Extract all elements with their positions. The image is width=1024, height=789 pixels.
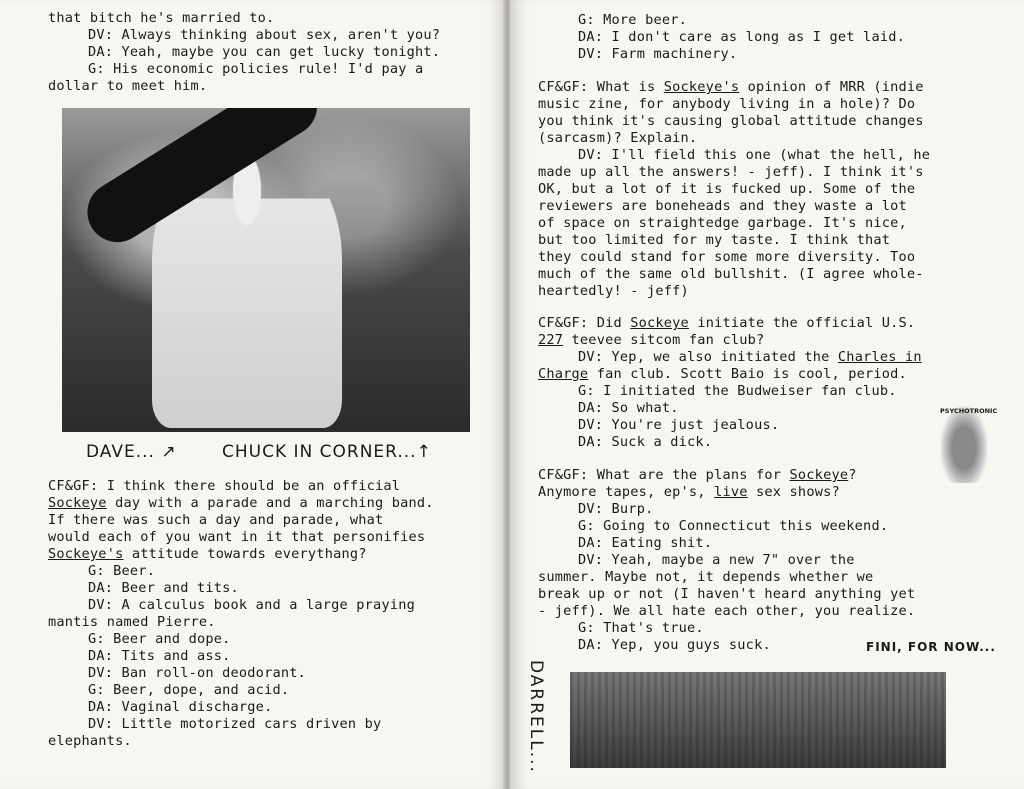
text-line: DV: Ban roll-on deodorant. bbox=[88, 665, 306, 681]
text-line: G: His economic policies rule! I'd pay a bbox=[88, 61, 424, 77]
text-line: summer. Maybe not, it depends whether we bbox=[538, 569, 874, 585]
band-photo bbox=[62, 108, 470, 432]
left-interview-text bbox=[48, 478, 434, 750]
text-line: DV: Yeah, maybe a new 7" over the bbox=[578, 552, 855, 568]
text-line: CF&GF: What is Sockeye's opinion of MRR (indie bbox=[538, 79, 924, 95]
text-line: DV: Burp. bbox=[578, 501, 654, 517]
underlined-term: Sockeye's bbox=[48, 546, 124, 562]
caption-chuck: CHUCK IN CORNER...↑ bbox=[222, 442, 432, 462]
underlined-term: Sockeye bbox=[630, 315, 689, 331]
text-line: 227 teevee sitcom fan club? bbox=[538, 332, 765, 348]
text-line: DA: So what. bbox=[578, 400, 679, 416]
text-line: DV: Farm machinery. bbox=[578, 46, 738, 62]
stamp-label: PSYCHOTRONIC bbox=[940, 407, 998, 415]
caption-dave: DAVE... ↗ bbox=[86, 442, 177, 462]
text-line: much of the same old bullshit. (I agree whole- bbox=[538, 266, 924, 282]
right-text-block-d bbox=[538, 467, 915, 654]
underlined-term: Sockeye's bbox=[663, 79, 740, 95]
text-line: DV: I'll field this one (what the hell, he bbox=[578, 147, 931, 163]
underlined-term: Sockeye bbox=[789, 467, 849, 483]
underlined-term: Charge bbox=[538, 366, 589, 382]
text-line: G: That's true. bbox=[578, 620, 704, 636]
underlined-term: Sockeye bbox=[48, 495, 107, 511]
text-line: reviewers are boneheads and they waste a lot bbox=[538, 198, 907, 214]
right-text-block-b bbox=[538, 79, 930, 300]
text-line: that bitch he's married to. bbox=[48, 10, 275, 26]
psychotronic-stamp bbox=[940, 405, 998, 483]
text-line: dollar to meet him. bbox=[48, 78, 208, 94]
text-line: DA: I don't care as long as I get laid. bbox=[578, 29, 905, 45]
text-line: - jeff). We all hate each other, you realize. bbox=[538, 603, 916, 619]
underlined-term: Charles in bbox=[837, 349, 922, 365]
darrell-caption: DARRELL... bbox=[526, 660, 546, 774]
text-line: they could stand for some more diversity. Too bbox=[538, 249, 916, 265]
text-line: If there was such a day and parade, what bbox=[48, 512, 384, 528]
text-line: Sockeye day with a parade and a marching band. bbox=[48, 495, 434, 511]
text-line: G: Beer, dope, and acid. bbox=[88, 682, 290, 698]
text-line: DV: Little motorized cars driven by bbox=[88, 716, 382, 732]
left-top-text bbox=[48, 10, 440, 95]
text-line: G: Beer and dope. bbox=[88, 631, 231, 647]
right-text-block-c bbox=[538, 315, 922, 451]
text-line: DA: Vaginal discharge. bbox=[88, 699, 273, 715]
text-line: Charge fan club. Scott Baio is cool, period. bbox=[538, 366, 907, 382]
text-line: DA: Tits and ass. bbox=[88, 648, 231, 664]
text-line: music zine, for anybody living in a hole)? Do bbox=[538, 96, 916, 112]
text-line: but too limited for my taste. I think that bbox=[538, 232, 891, 248]
fini-note: FINI, FOR NOW... bbox=[866, 640, 996, 654]
text-line: DA: Eating shit. bbox=[578, 535, 713, 551]
right-text-block-a bbox=[538, 12, 905, 63]
text-line: DA: Suck a dick. bbox=[578, 434, 713, 450]
underlined-term: 227 bbox=[538, 332, 564, 348]
text-line: DV: Always thinking about sex, aren't you? bbox=[88, 27, 441, 43]
text-line: DV: A calculus book and a large praying bbox=[88, 597, 415, 613]
text-line: Sockeye's attitude towards everythang? bbox=[48, 546, 367, 562]
text-line: G: More beer. bbox=[578, 12, 687, 28]
text-line: DA: Beer and tits. bbox=[88, 580, 239, 596]
text-line: Anymore tapes, ep's, live sex shows? bbox=[538, 484, 840, 500]
text-line: CF&GF: Did Sockeye initiate the official U.S. bbox=[538, 315, 916, 331]
text-line: G: I initiated the Budweiser fan club. bbox=[578, 383, 897, 399]
text-line: would each of you want in it that personifies bbox=[48, 529, 426, 545]
text-line: heartedly! - jeff) bbox=[538, 283, 689, 299]
text-line: you think it's causing global attitude changes bbox=[538, 113, 924, 129]
text-line: break up or not (I haven't heard anything yet bbox=[538, 586, 916, 602]
darrell-photo bbox=[570, 672, 946, 768]
text-line: (sarcasm)? Explain. bbox=[538, 130, 698, 146]
text-line: CF&GF: I think there should be an official bbox=[48, 478, 401, 494]
underlined-term: live bbox=[714, 484, 748, 500]
text-line: DA: Yeah, maybe you can get lucky tonight. bbox=[88, 44, 441, 60]
text-line: elephants. bbox=[48, 733, 132, 749]
text-line: CF&GF: What are the plans for Sockeye? bbox=[538, 467, 857, 483]
text-line: DV: Yep, we also initiated the Charles in bbox=[578, 349, 922, 365]
text-line: DV: You're just jealous. bbox=[578, 417, 780, 433]
text-line: of space on straightedge garbage. It's nice, bbox=[538, 215, 907, 231]
text-line: G: Beer. bbox=[88, 563, 156, 579]
text-line: DA: Yep, you guys suck. bbox=[578, 637, 771, 653]
text-line: made up all the answers! - jeff). I think it's bbox=[538, 164, 924, 180]
text-line: mantis named Pierre. bbox=[48, 614, 216, 630]
text-line: OK, but a lot of it is fucked up. Some of the bbox=[538, 181, 916, 197]
text-line: G: Going to Connecticut this weekend. bbox=[578, 518, 889, 534]
